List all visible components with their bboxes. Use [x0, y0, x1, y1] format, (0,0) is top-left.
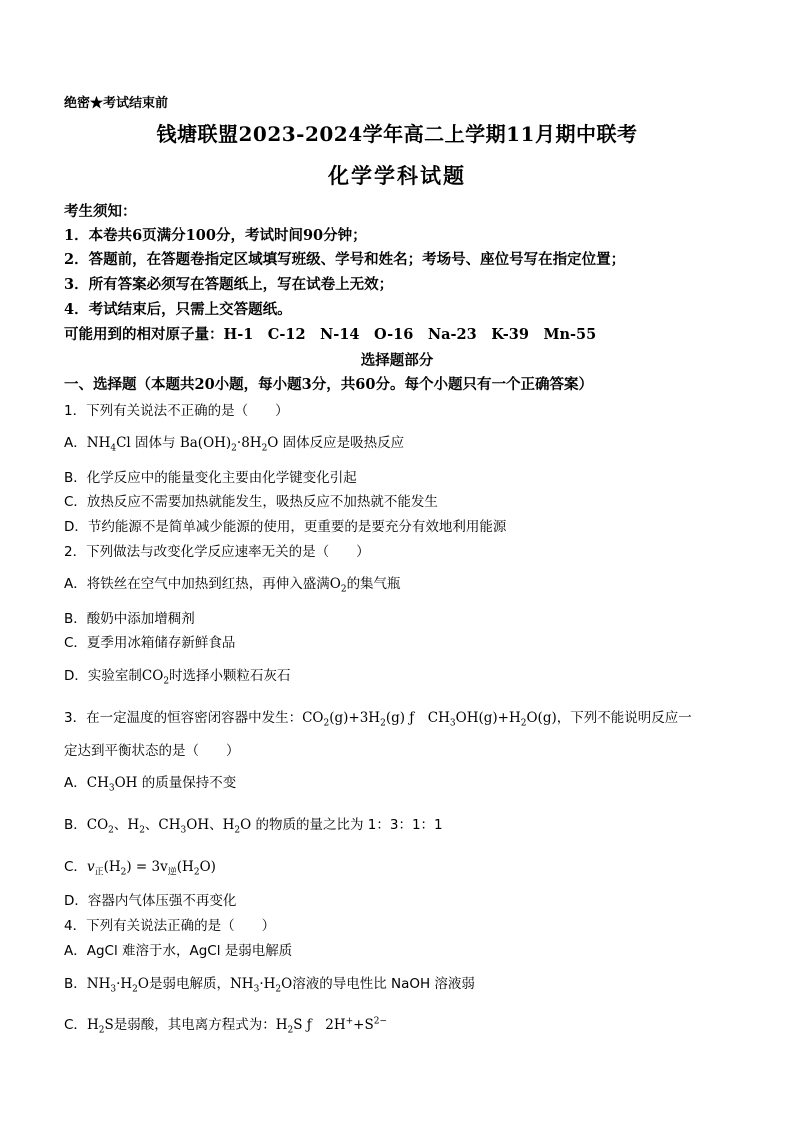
confidential-mark: 绝密★考试结束前 [64, 96, 169, 111]
notice-item-2: 2．答题前，在答题卷指定区域填写班级、学号和姓名；考场号、座位号写在指定位置； [64, 251, 626, 268]
q2-option-a: A．将铁丝在空气中加热到红热，再伸入盛满$O_2$的集气瓶 [64, 576, 401, 595]
q3-option-b: B．$CO_2$、$H_2$、$CH_3OH$、$H_2O$ 的物质的量之比为 1：3：1：1 [64, 817, 443, 836]
q3-equation: $CO_2(g)+3H_2(g)$ ƒ $CH_3OH(g)+H_2O(g)$ [302, 710, 557, 729]
q4-stem: 4．下列有关说法正确的是（ ） [64, 918, 276, 934]
q3-option-a: A．$CH_3OH$ 的质量保持不变 [64, 775, 237, 794]
q4-option-b: B．$NH_3\cdot H_2O$是弱电解质，$NH_3\cdot H_2O$溶液的导电性比 NaOH 溶液弱 [64, 976, 475, 995]
q3-stem-line2: 定达到平衡状态的是（ ） [64, 743, 240, 759]
notice-heading: 考生须知： [64, 203, 137, 220]
q4-option-a: A．AgCl 难溶于水，AgCl 是弱电解质 [64, 943, 293, 959]
q1-option-a: A．$NH_4Cl$ 固体与 $Ba(OH)_2\cdot 8H_2O$ 固体反应是吸热反应 [64, 435, 405, 454]
section-name: 选择题部分 [360, 352, 434, 369]
q3-option-c: C．$v_正(H_2) = 3v_逆(H_2O)$ [64, 859, 216, 878]
q2-option-d: D．实验室制$CO_2$时选择小颗粒石灰石 [64, 668, 291, 687]
q2-stem: 2．下列做法与改变化学反应速率无关的是（ ） [64, 544, 370, 560]
part-title: 一、选择题（本题共20小题，每小题3分，共60分。每个小题只有一个正确答案） [64, 376, 593, 393]
q4-option-c: C．$H_2S$是弱酸，其电离方程式为：$H_2S$ ƒ $2H^++S^{2-}$ [64, 1016, 388, 1036]
notice-item-3: 3．所有答案必须写在答题纸上，写在试卷上无效； [64, 276, 394, 293]
q1-option-d: D．节约能源不是简单减少能源的使用，更重要的是要充分有效地利用能源 [64, 519, 507, 535]
q1-option-b: B．化学反应中的能量变化主要由化学键变化引起 [64, 470, 357, 486]
notice-item-4: 4．考试结束后，只需上交答题纸。 [64, 301, 292, 318]
q3-option-d: D．容器内气体压强不再变化 [64, 893, 237, 909]
subject-title: 化学学科试题 [328, 163, 466, 188]
q2-option-c: C．夏季用冰箱储存新鲜食品 [64, 635, 236, 651]
q3-stem: 3．在一定温度的恒容密闭容器中发生：$CO_2(g)+3H_2(g)$ ƒ $CH_3OH(g)+H_2O(g)$，下列不能说明反应一 [64, 710, 692, 729]
exam-title: 钱塘联盟2023-2024学年高二上学期11月期中联考 [156, 122, 638, 146]
atomic-mass-line: 可能用到的相对原子量：H-1 C-12 N-14 O-16 Na-23 K-39 Mn-55 [64, 326, 597, 343]
q2-option-b: B．酸奶中添加增稠剂 [64, 611, 195, 627]
notice-item-1: 1．本卷共6页满分100分，考试时间90分钟； [64, 227, 367, 244]
q1-stem: 1．下列有关说法不正确的是（ ） [64, 403, 289, 419]
q1-option-c: C．放热反应不需要加热就能发生，吸热反应不加热就不能发生 [64, 494, 438, 510]
